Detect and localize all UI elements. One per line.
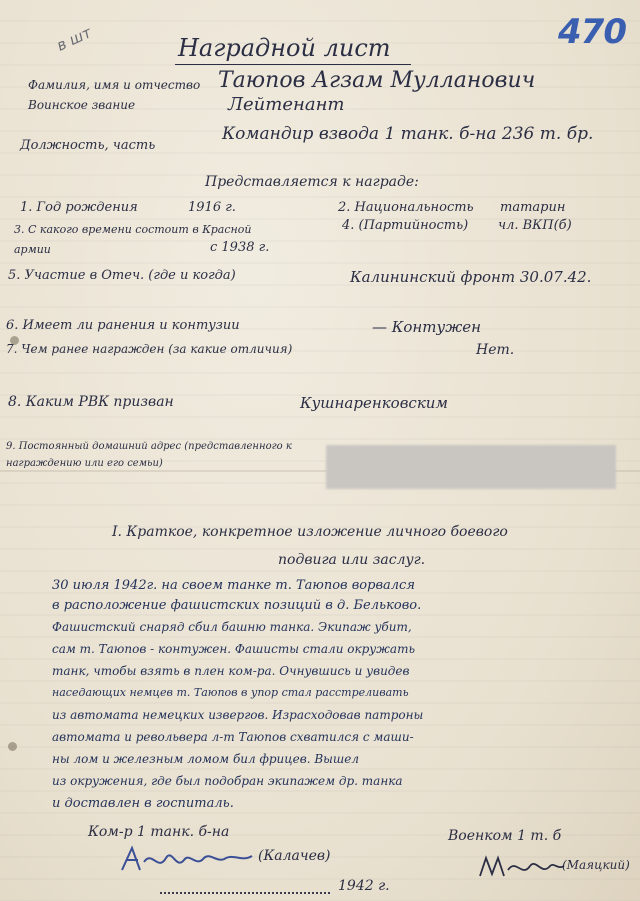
rank-value: Лейтенант <box>228 94 345 115</box>
item-label: 8. Каким РВК призван <box>8 394 174 410</box>
name-value: Таюпов Агзам Мулланович <box>218 68 536 93</box>
page-title: Наградной лист <box>178 34 391 62</box>
signer-right-name: (Маяцкий) <box>562 858 630 872</box>
redacted-address <box>326 445 616 489</box>
item-label: 1. Год рождения <box>20 200 138 215</box>
summary-line: сам т. Таюпов - контужен. Фашисты стали окружать <box>52 642 415 656</box>
item-label: 4. (Партийность) <box>342 218 469 233</box>
item-value: татарин <box>500 200 566 215</box>
summary-heading: I. Краткое, конкретное изложение личного боевого <box>112 524 508 540</box>
signature-left <box>118 842 258 876</box>
item-label: 5. Участие в Отеч. (где и когда) <box>8 268 236 283</box>
hole-stain <box>10 336 19 345</box>
item-value: Кушнаренковским <box>300 394 448 412</box>
sheet-date: 1942 г. <box>338 878 390 894</box>
summary-line: в расположение фашистских позиций в д. Бельково. <box>52 598 422 613</box>
date-dotted-line <box>160 892 330 894</box>
hole-stain <box>8 742 17 751</box>
signer-left-name: (Калачев) <box>258 848 331 864</box>
title-underline <box>175 64 411 65</box>
name-label: Фамилия, имя и отчество <box>28 78 201 92</box>
item-value: Калининский фронт 30.07.42. <box>350 268 592 286</box>
summary-line: наседающих немцев т. Таюпов в упор стал расстреливать <box>52 686 409 699</box>
item-value: 1916 г. <box>188 200 236 215</box>
summary-line: Фашистский снаряд сбил башню танка. Экипаж убит, <box>52 620 412 634</box>
summary-line: и доставлен в госпиталь. <box>52 796 234 811</box>
item-value: — Контужен <box>372 318 482 336</box>
summary-line: из окружения, где был подобран экипажем др. танка <box>52 774 403 788</box>
item-label: 9. Постоянный домашний адрес (представленного к награждению или его семьи) <box>6 441 292 469</box>
item-label: 7. Чем ранее награжден (за какие отличия) <box>6 342 293 356</box>
item-label: 3. С какого времени состоит в Красной армии <box>14 223 252 256</box>
archive-number: 470 <box>558 12 626 52</box>
signer-right-title: Военком 1 т. б <box>448 828 562 844</box>
summary-line: из автомата немецких извергов. Израсходовав патроны <box>52 708 424 722</box>
signer-left-title: Ком-р 1 танк. б-на <box>88 824 230 840</box>
pencil-note: в шт <box>53 23 95 55</box>
item-value: с 1938 г. <box>210 240 270 255</box>
summary-heading-2: подвига или заслуг. <box>278 552 426 568</box>
summary-line: ны лом и железным ломом бил фрицев. Вышел <box>52 752 360 766</box>
summary-line: автомата и револьвера л-т Таюпов схватился с маши- <box>52 730 414 744</box>
summary-line: танк, чтобы взять в плен ком-ра. Очнувшись и увидев <box>52 664 410 678</box>
item-value: Нет. <box>476 342 515 358</box>
signature-right <box>476 852 566 882</box>
item-label: 2. Национальность <box>338 200 474 215</box>
rank-label: Воинское звание <box>28 98 136 112</box>
summary-line: 30 июля 1942г. на своем танке т. Таюпов ворвался <box>52 578 415 593</box>
post-value: Командир взвода 1 танк. б-на 236 т. бр. <box>222 124 594 144</box>
post-label: Должность, часть <box>20 138 156 153</box>
item-value: чл. ВКП(б) <box>498 218 572 233</box>
section-title: Представляется к награде: <box>205 174 419 190</box>
item-label: 6. Имеет ли ранения и контузии <box>6 318 240 333</box>
